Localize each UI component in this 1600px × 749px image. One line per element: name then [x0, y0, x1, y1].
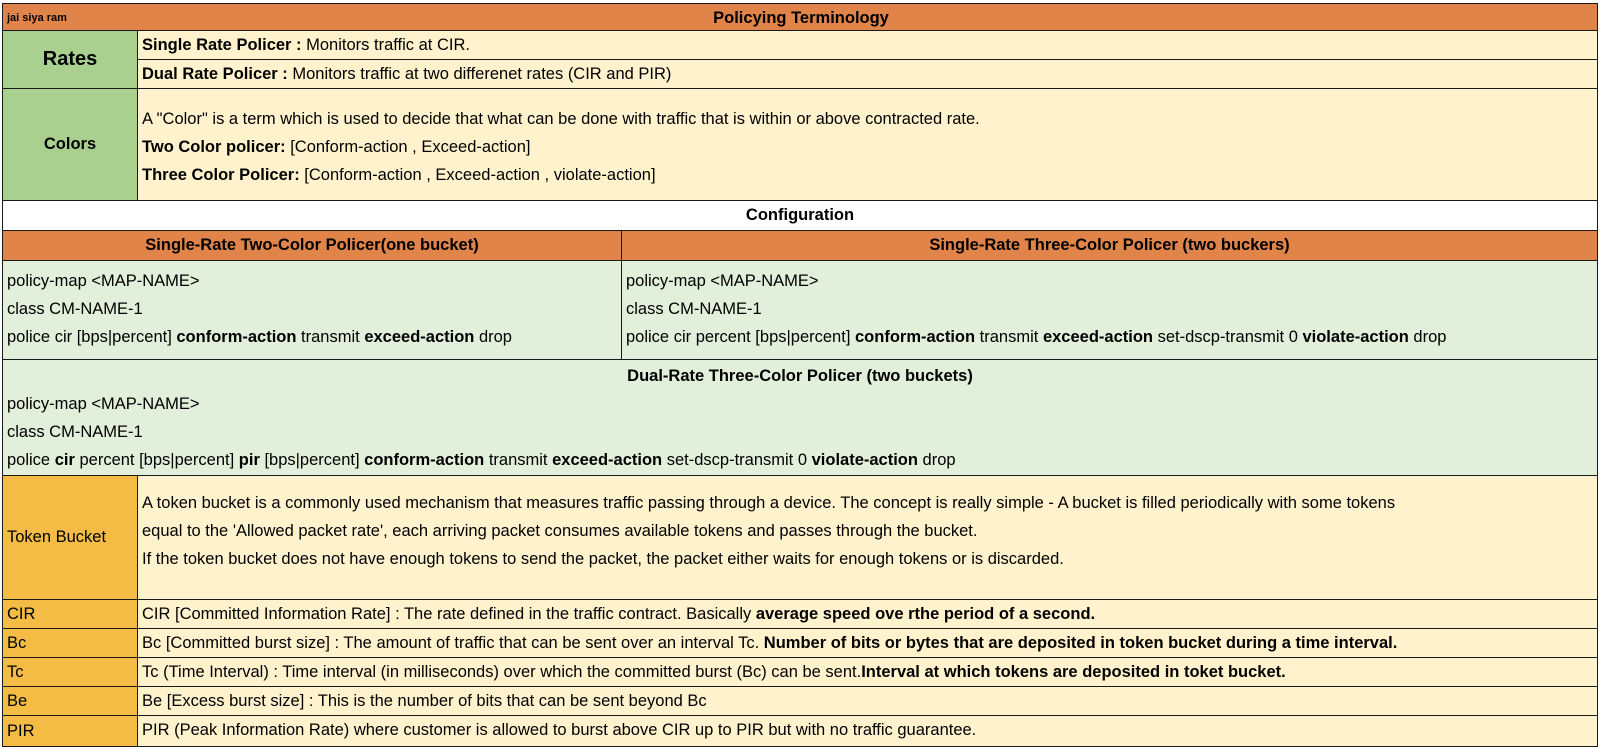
title-row [2, 3, 1598, 31]
colors-label: Colors [2, 88, 138, 201]
config-line: policy-map <MAP-NAME> [7, 272, 200, 290]
colors-intro: A "Color" is a term which is used to decide that what can be done with traffic that is within or above contracted rate. [142, 110, 980, 128]
config-line: police cir percent [bps|percent] pir [bps|percent] conform-action transmit exceed-action set-dscp-transmit 0 violate-action drop [7, 451, 956, 469]
config-line: police cir percent [bps|percent] conform-action transmit exceed-action set-dscp-transmit 0 violate-action drop [626, 328, 1447, 346]
single-rate-three-color-config [621, 260, 1598, 360]
single-rate-term: Single Rate Policer : [142, 36, 302, 54]
config-line: policy-map <MAP-NAME> [7, 395, 200, 413]
colors-desc [137, 88, 1598, 201]
configuration-title: Configuration [2, 200, 1598, 231]
term-label-bc: Bc [2, 628, 138, 658]
config-line: class CM-NAME-1 [7, 300, 143, 318]
rates-label: Rates [2, 30, 138, 89]
term-desc-pir: PIR (Peak Information Rate) where customer is allowed to burst above CIR up to PIR but with no traffic guarantee. [137, 715, 1598, 747]
dual-rate-desc: Monitors traffic at two differenet rates (CIR and PIR) [287, 65, 672, 83]
single-rate-two-color-config [2, 260, 622, 360]
dual-rate-row [137, 59, 1598, 89]
dual-rate-term: Dual Rate Policer : [142, 65, 288, 83]
term-label-be: Be [2, 686, 138, 716]
term-desc-cir: CIR [Committed Information Rate] : The rate defined in the traffic contract. Basically average speed ove rthe period of a second. [137, 599, 1598, 629]
term-desc-be: Be [Excess burst size] : This is the number of bits that can be sent beyond Bc [137, 686, 1598, 716]
term-label-pir: PIR [2, 715, 138, 747]
token-bucket-line: A token bucket is a commonly used mechanism that measures traffic passing through a device. The concept is really simple - A bucket is filled periodically with some tokens [142, 494, 1396, 512]
single-rate-three-color-header: Single-Rate Three-Color Policer (two buckers) [621, 230, 1598, 261]
token-bucket-line: equal to the 'Allowed packet rate', each arriving packet consumes available tokens and passes through the bucket. [142, 522, 978, 540]
dual-rate-header: Dual-Rate Three-Color Policer (two buckets) [627, 367, 973, 385]
three-color-desc: [Conform-action , Exceed-action , violate-action] [299, 166, 656, 184]
token-bucket-desc [137, 475, 1598, 600]
token-bucket-label: Token Bucket [2, 475, 138, 600]
config-line: class CM-NAME-1 [7, 423, 143, 441]
three-color-term: Three Color Policer: [142, 166, 300, 184]
term-label-tc: Tc [2, 657, 138, 687]
header-tag: jai siya ram [7, 12, 67, 24]
two-color-desc: [Conform-action , Exceed-action] [285, 138, 531, 156]
token-bucket-line: If the token bucket does not have enough tokens to send the packet, the packet either waits for enough tokens or is discarded. [142, 550, 1064, 568]
two-color-term: Two Color policer: [142, 138, 286, 156]
term-desc-bc: Bc [Committed burst size] : The amount of traffic that can be sent over an interval Tc. Number of bits or bytes that are deposited in token bucket during a time interval. [137, 628, 1598, 658]
term-label-cir: CIR [2, 599, 138, 629]
config-line: class CM-NAME-1 [626, 300, 762, 318]
single-rate-row [137, 30, 1598, 60]
config-line: policy-map <MAP-NAME> [626, 272, 819, 290]
config-line: police cir [bps|percent] conform-action transmit exceed-action drop [7, 328, 512, 346]
term-desc-tc: Tc (Time Interval) : Time interval (in milliseconds) over which the committed burst (Bc) can be sent.Interval at which tokens are deposited in toket bucket. [137, 657, 1598, 687]
single-rate-desc: Monitors traffic at CIR. [301, 36, 470, 54]
dual-rate-three-color-config [2, 359, 1598, 476]
single-rate-two-color-header: Single-Rate Two-Color Policer(one bucket) [2, 230, 622, 261]
page-title: Policying Terminology [713, 8, 889, 27]
